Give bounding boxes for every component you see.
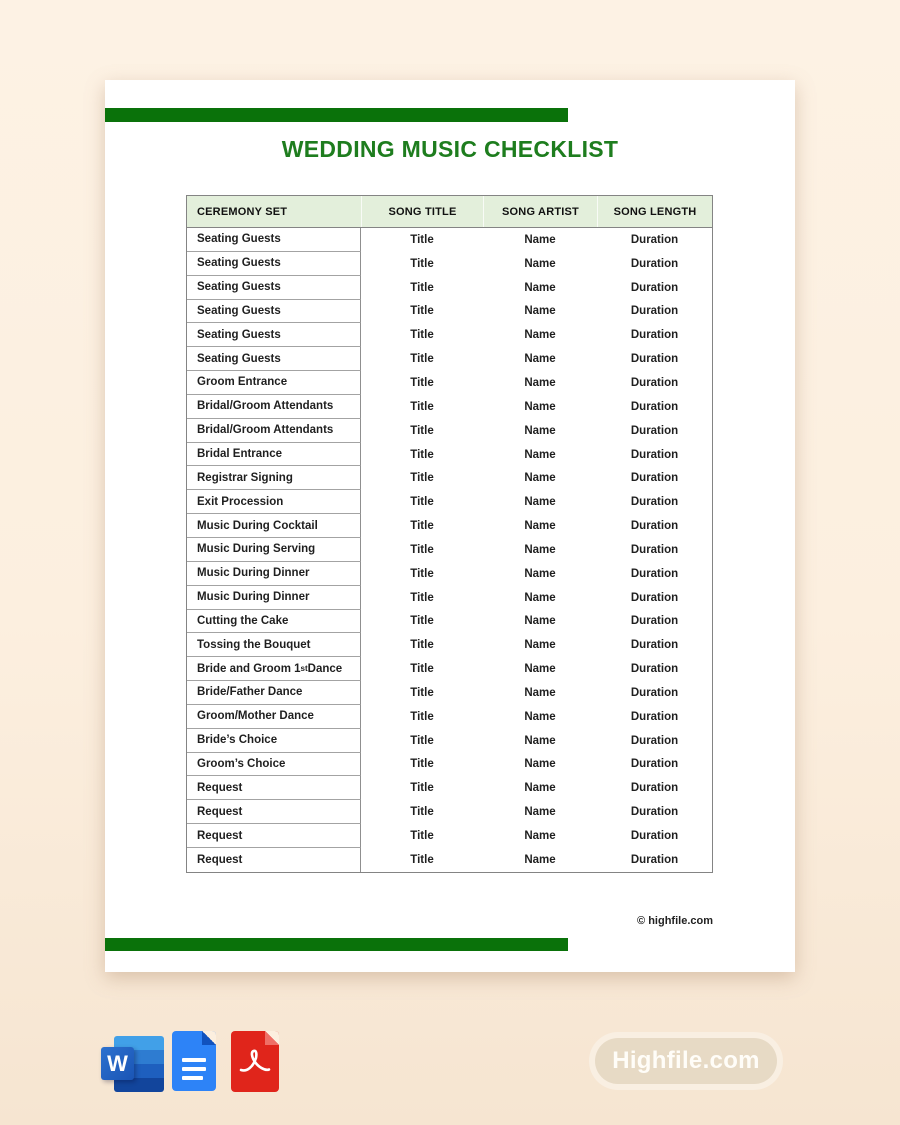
song-title-cell: Title <box>410 591 434 604</box>
song-artist-cell: Name <box>524 806 556 819</box>
song-title-cell: Title <box>410 520 434 533</box>
table-body <box>187 228 712 872</box>
copyright-text: © highfile.com <box>637 915 713 927</box>
table-row <box>187 300 712 324</box>
table-row <box>187 776 712 800</box>
bottom-accent-bar <box>105 938 568 951</box>
table-row <box>187 419 712 443</box>
table-row <box>187 610 712 634</box>
table-row <box>187 753 712 777</box>
ceremony-set-cell: Seating Guests <box>187 347 361 371</box>
song-title-cell: Title <box>410 806 434 819</box>
song-title-cell: Title <box>410 281 434 294</box>
song-title-cell: Title <box>410 567 434 580</box>
song-artist-cell: Name <box>524 424 556 437</box>
table-row <box>187 395 712 419</box>
song-artist-cell: Name <box>524 496 556 509</box>
ceremony-set-cell: Request <box>187 848 361 872</box>
ceremony-set-cell: Seating Guests <box>187 300 361 324</box>
song-length-cell: Duration <box>630 305 679 318</box>
header-song-length: SONG LENGTH <box>597 196 712 227</box>
word-icon[interactable] <box>101 1036 165 1093</box>
pdf-icon[interactable] <box>231 1031 279 1092</box>
song-title-cell: Title <box>410 305 434 318</box>
song-length-cell: Duration <box>630 424 679 437</box>
ceremony-set-cell: Bridal/Groom Attendants <box>187 419 361 443</box>
song-length-cell: Duration <box>630 830 679 843</box>
song-length-cell: Duration <box>630 758 679 771</box>
song-artist-cell: Name <box>524 376 556 389</box>
song-title-cell: Title <box>410 830 434 843</box>
song-artist-cell: Name <box>524 305 556 318</box>
song-title-cell: Title <box>410 758 434 771</box>
table-row <box>187 633 712 657</box>
table-header-row <box>187 196 712 228</box>
song-title-cell: Title <box>410 734 434 747</box>
docs-text-line <box>182 1076 203 1080</box>
document-page <box>105 80 795 972</box>
song-length-cell: Duration <box>630 734 679 747</box>
table-row <box>187 538 712 562</box>
docs-fold-corner <box>202 1031 216 1045</box>
song-length-cell: Duration <box>630 782 679 795</box>
table-row <box>187 824 712 848</box>
song-title-cell: Title <box>410 543 434 556</box>
ceremony-set-cell: Cutting the Cake <box>187 610 361 634</box>
song-artist-cell: Name <box>524 853 556 866</box>
table-row <box>187 323 712 347</box>
song-title-cell: Title <box>410 663 434 676</box>
song-length-cell: Duration <box>630 257 679 270</box>
song-length-cell: Duration <box>630 400 679 413</box>
song-artist-cell: Name <box>524 830 556 843</box>
site-badge-label: Highfile.com <box>612 1047 760 1074</box>
song-length-cell: Duration <box>630 686 679 699</box>
ceremony-set-cell: Seating Guests <box>187 276 361 300</box>
ceremony-set-cell: Bride’s Choice <box>187 729 361 753</box>
song-artist-cell: Name <box>524 281 556 294</box>
ceremony-set-cell: Request <box>187 776 361 800</box>
table-row <box>187 347 712 371</box>
song-length-cell: Duration <box>630 639 679 652</box>
song-length-cell: Duration <box>630 663 679 676</box>
song-title-cell: Title <box>410 448 434 461</box>
song-length-cell: Duration <box>630 615 679 628</box>
table-row <box>187 705 712 729</box>
song-artist-cell: Name <box>524 686 556 699</box>
song-title-cell: Title <box>410 376 434 389</box>
ceremony-set-cell: Groom Entrance <box>187 371 361 395</box>
song-title-cell: Title <box>410 257 434 270</box>
song-artist-cell: Name <box>524 520 556 533</box>
song-title-cell: Title <box>410 710 434 723</box>
ceremony-set-cell: Bridal Entrance <box>187 443 361 467</box>
table-row <box>187 800 712 824</box>
song-artist-cell: Name <box>524 472 556 485</box>
table-row <box>187 443 712 467</box>
header-ceremony-set: CEREMONY SET <box>197 205 288 218</box>
ceremony-set-cell: Music During Cocktail <box>187 514 361 538</box>
song-artist-cell: Name <box>524 663 556 676</box>
ceremony-set-cell: Groom’s Choice <box>187 753 361 777</box>
song-artist-cell: Name <box>524 758 556 771</box>
music-checklist-table <box>186 195 713 873</box>
song-length-cell: Duration <box>630 520 679 533</box>
table-row <box>187 276 712 300</box>
top-accent-bar <box>105 108 568 122</box>
song-length-cell: Duration <box>630 496 679 509</box>
song-artist-cell: Name <box>524 257 556 270</box>
table-row <box>187 848 712 872</box>
song-artist-cell: Name <box>524 639 556 652</box>
google-docs-icon[interactable] <box>172 1031 216 1091</box>
ceremony-set-cell: Tossing the Bouquet <box>187 633 361 657</box>
table-row <box>187 681 712 705</box>
header-song-title: SONG TITLE <box>361 196 483 227</box>
song-length-cell: Duration <box>630 281 679 294</box>
docs-text-line <box>182 1058 206 1062</box>
song-artist-cell: Name <box>524 543 556 556</box>
song-title-cell: Title <box>410 639 434 652</box>
site-badge[interactable] <box>595 1038 777 1084</box>
song-title-cell: Title <box>410 853 434 866</box>
ceremony-set-cell: Groom/Mother Dance <box>187 705 361 729</box>
table-row <box>187 252 712 276</box>
song-length-cell: Duration <box>630 376 679 389</box>
table-row <box>187 562 712 586</box>
ceremony-set-cell: Seating Guests <box>187 228 361 252</box>
song-title-cell: Title <box>410 400 434 413</box>
song-title-cell: Title <box>410 496 434 509</box>
table-row <box>187 729 712 753</box>
table-row <box>187 371 712 395</box>
song-artist-cell: Name <box>524 353 556 366</box>
song-title-cell: Title <box>410 424 434 437</box>
ceremony-set-cell: Music During Serving <box>187 538 361 562</box>
ceremony-set-cell: Bride/Father Dance <box>187 681 361 705</box>
song-artist-cell: Name <box>524 782 556 795</box>
song-length-cell: Duration <box>630 472 679 485</box>
song-title-cell: Title <box>410 615 434 628</box>
song-length-cell: Duration <box>630 448 679 461</box>
song-title-cell: Title <box>410 472 434 485</box>
ceremony-set-cell: Bridal/Groom Attendants <box>187 395 361 419</box>
song-artist-cell: Name <box>524 734 556 747</box>
song-title-cell: Title <box>410 353 434 366</box>
docs-text-line <box>182 1067 206 1071</box>
song-artist-cell: Name <box>524 448 556 461</box>
ceremony-set-cell: Registrar Signing <box>187 466 361 490</box>
song-length-cell: Duration <box>630 710 679 723</box>
table-row <box>187 466 712 490</box>
table-row <box>187 490 712 514</box>
table-row <box>187 514 712 538</box>
table-row <box>187 228 712 252</box>
song-title-cell: Title <box>410 782 434 795</box>
word-letter: W <box>101 1047 134 1080</box>
table-row <box>187 586 712 610</box>
song-length-cell: Duration <box>630 329 679 342</box>
pdf-fold-corner <box>265 1031 279 1045</box>
table-row <box>187 657 712 681</box>
song-length-cell: Duration <box>630 853 679 866</box>
ceremony-set-cell: Request <box>187 800 361 824</box>
song-length-cell: Duration <box>630 233 679 246</box>
ceremony-set-cell: Bride and Groom 1 st Dance <box>187 657 361 681</box>
document-title: WEDDING MUSIC CHECKLIST <box>281 136 619 162</box>
song-artist-cell: Name <box>524 567 556 580</box>
song-length-cell: Duration <box>630 353 679 366</box>
acrobat-symbol-icon <box>237 1044 273 1080</box>
song-artist-cell: Name <box>524 233 556 246</box>
ceremony-set-cell: Music During Dinner <box>187 562 361 586</box>
song-artist-cell: Name <box>524 329 556 342</box>
song-artist-cell: Name <box>524 400 556 413</box>
ceremony-set-cell: Seating Guests <box>187 252 361 276</box>
song-length-cell: Duration <box>630 567 679 580</box>
song-artist-cell: Name <box>524 615 556 628</box>
song-artist-cell: Name <box>524 710 556 723</box>
ceremony-set-cell: Request <box>187 824 361 848</box>
song-title-cell: Title <box>410 686 434 699</box>
song-length-cell: Duration <box>630 543 679 556</box>
header-song-artist: SONG ARTIST <box>483 196 597 227</box>
ceremony-set-cell: Seating Guests <box>187 323 361 347</box>
song-length-cell: Duration <box>630 591 679 604</box>
ceremony-set-cell: Exit Procession <box>187 490 361 514</box>
song-title-cell: Title <box>410 233 434 246</box>
song-artist-cell: Name <box>524 591 556 604</box>
song-title-cell: Title <box>410 329 434 342</box>
ceremony-set-cell: Music During Dinner <box>187 586 361 610</box>
song-length-cell: Duration <box>630 806 679 819</box>
